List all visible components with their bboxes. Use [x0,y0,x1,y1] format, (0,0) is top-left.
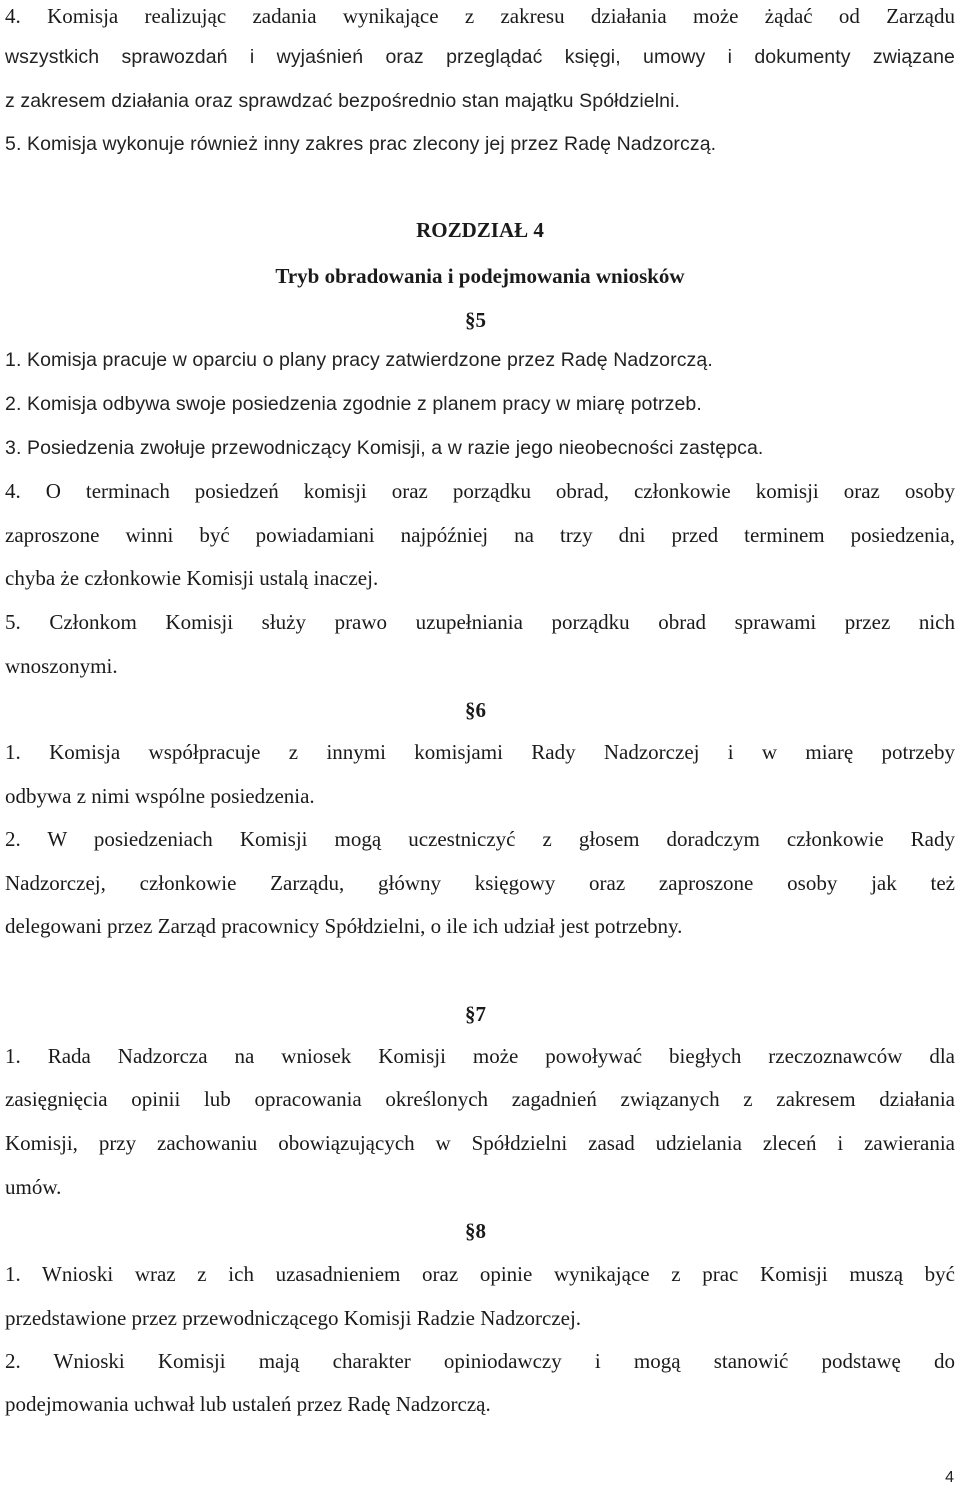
paragraph-line: podejmowania uchwał lub ustaleń przez Radę Nadzorczą. [5,1392,491,1416]
paragraph-line: 2. Wnioski Komisji mają charakter opiniodawczy i mogą stanowić podstawę do [5,1349,955,1373]
section-7-heading: §7 [465,1002,486,1026]
paragraph-line: odbywa z nimi wspólne posiedzenia. [5,784,315,808]
paragraph-line: Nadzorczej, członkowie Zarządu, główny księgowy oraz zaproszone osoby jak też [5,871,955,895]
paragraph-line: delegowani przez Zarząd pracownicy Spółdzielni, o ile ich udział jest potrzebny. [5,914,683,938]
page-number: 4 [945,1469,954,1486]
paragraph-line: 2. W posiedzeniach Komisji mogą uczestniczyć z głosem doradczym członkowie Rady [5,827,955,851]
paragraph-line: wnoszonymi. [5,654,118,678]
paragraph-line: umów. [5,1175,62,1199]
section-6-heading: §6 [465,698,486,722]
paragraph-line: chyba że członkowie Komisji ustalą inaczej. [5,566,379,590]
section-5-heading: §5 [465,308,486,332]
paragraph-line: 1. Wnioski wraz z ich uzasadnieniem oraz opinie wynikające z prac Komisji muszą być [5,1262,955,1286]
paragraph-line: 1. Komisja współpracuje z innymi komisjami Rady Nadzorczej i w miarę potrzeby [5,740,955,764]
chapter-title: Tryb obradowania i podejmowania wniosków [275,264,685,288]
paragraph-line: 2. Komisja odbywa swoje posiedzenia zgodnie z planem pracy w miarę potrzeb. [5,393,702,415]
paragraph-line: 5. Komisja wykonuje również inny zakres prac zlecony jej przez Radę Nadzorczą. [5,133,717,155]
paragraph-line: zasięgnięcia opinii lub opracowania określonych zagadnień związanych z zakresem działania [5,1087,955,1111]
paragraph-line: 1. Rada Nadzorcza na wniosek Komisji może powoływać biegłych rzeczoznawców dla [5,1044,955,1068]
paragraph-line: wszystkich sprawozdań i wyjaśnień oraz przeglądać księgi, umowy i dokumenty związane [5,46,955,68]
section-8-heading: §8 [465,1219,486,1243]
paragraph-line: z zakresem działania oraz sprawdzać bezpośrednio stan majątku Spółdzielni. [5,90,681,112]
paragraph-line: 1. Komisja pracuje w oparciu o plany pracy zatwierdzone przez Radę Nadzorczą. [5,349,713,371]
paragraph-line: zaproszone winni być powiadamiani najpóźniej na trzy dni przed terminem posiedzenia, [5,523,955,547]
chapter-heading: ROZDZIAŁ 4 [416,218,544,242]
paragraph-line: 3. Posiedzenia zwołuje przewodniczący Komisji, a w razie jego nieobecności zastępca. [5,437,764,459]
paragraph-line: przedstawione przez przewodniczącego Komisji Radzie Nadzorczej. [5,1306,582,1330]
paragraph-line: Komisji, przy zachowaniu obowiązujących w Spółdzielni zasad udzielania zleceń i zawierania [5,1131,955,1155]
paragraph-line: 4. Komisja realizując zadania wynikające z zakresu działania może żądać od Zarządu [5,4,955,28]
paragraph-line: 4. O terminach posiedzeń komisji oraz porządku obrad, członkowie komisji oraz osoby [5,479,955,503]
paragraph-line: 5. Członkom Komisji służy prawo uzupełniania porządku obrad sprawami przez nich [5,610,955,634]
